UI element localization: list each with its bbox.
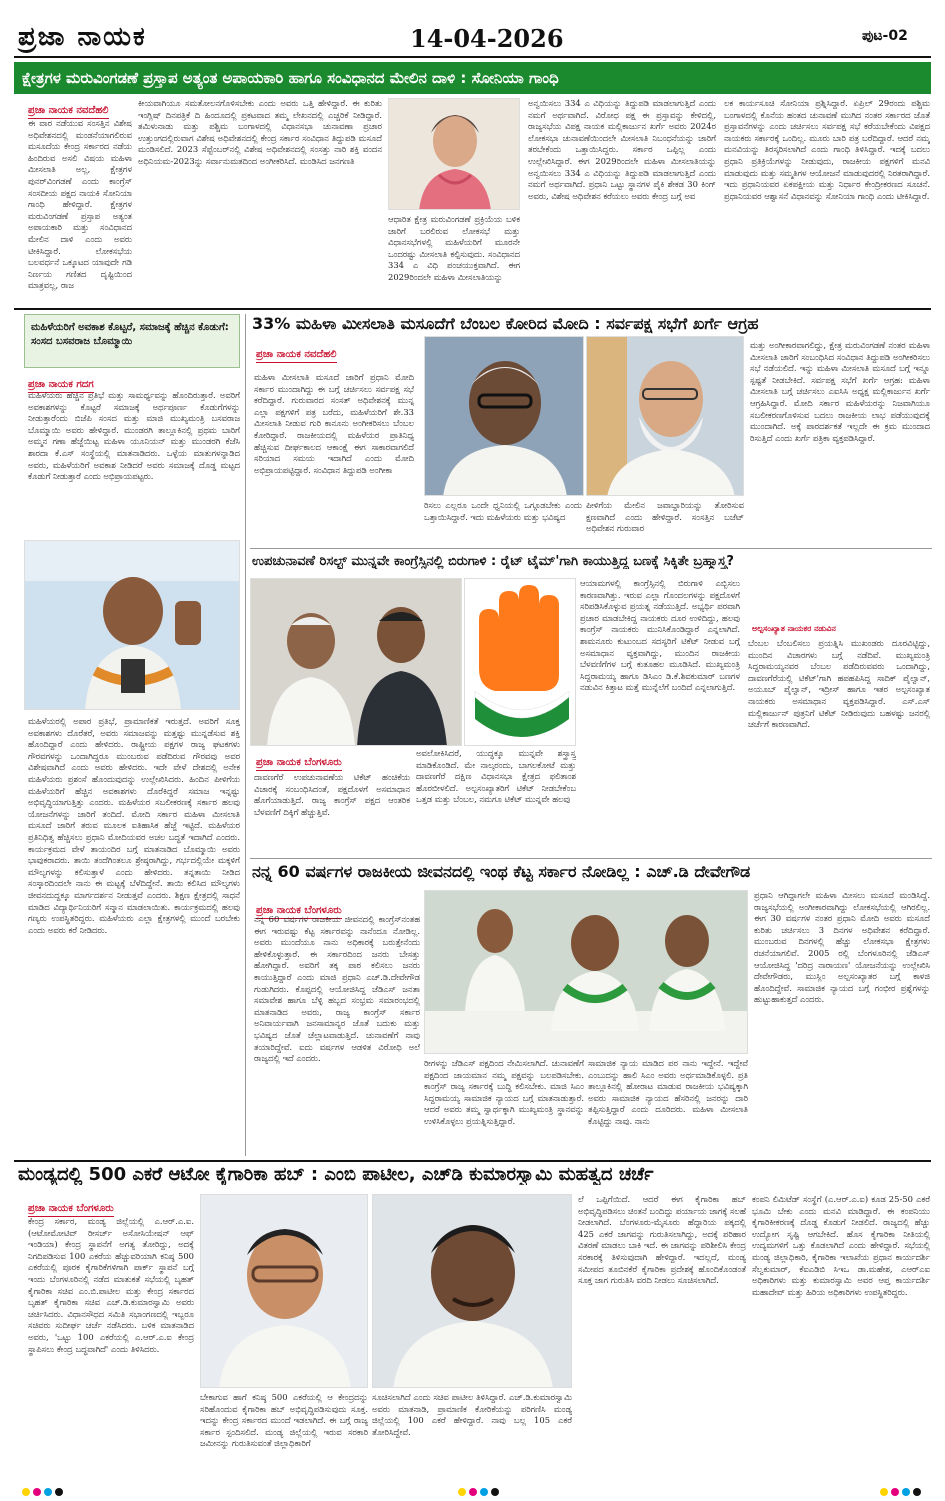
story4-col2: ರೀಗಳನ್ನು ಜೆಡಿಎಸ್ ಪಕ್ಷದಿಂದ ನೇಮಿಸಲಾಗಿದೆ. ಚುನಾವಣೆಗೆ ಪಕ್ಷದಿಂದ ಜಾಯಮಾನ ನಮ್ಮ ಪಕ್ಷವನ್ನು ಬಲಪಡಿಸಬೇಕು. ಕಾಂಗ್ರೆಸ್ ರಾಜ್ಯ ಸರ್ಕಾರಕ್ಕೆ ಬುದ್ಧಿ ಕಲಿಸಬೇಕು. ಮಾಜಿ ಸಿಎಂ ಸಿದ್ದರಾಮಯ್ಯ ಸಾಮಾಜಿಕ ನ್ಯಾಯದ ಬಗ್ಗೆ ಮಾತನಾಡುತ್ತಾರೆ. ಆದರೆ ಅವರು ತಮ್ಮ ಸ್ವಾರ್ಥಕ್ಕಾಗಿ ಮುಖ್ಯಮಂತ್ರಿ ಸ್ಥಾನವನ್ನು ಉಳಿಸಿಕೊಳ್ಳಲು ಪ್ರಯತ್ನಿಸುತ್ತಿದ್ದಾರೆ. — [424, 1058, 584, 1126]
bommai-portrait — [25, 541, 240, 710]
cyan-dot-icon — [44, 1488, 52, 1496]
story3-byline: ಪ್ರಜಾ ನಾಯಕ ಬೆಂಗಳೂರು — [256, 750, 342, 771]
story2-col4: ಮತ್ತು ಅಂಗೀಕಾರವಾಗಲಿದ್ದು, ಕ್ಷೇತ್ರ ಮರುವಿಂಗಡಣೆ ನಂತರ ಮಹಿಳಾ ಮೀಸಲಾತಿ ಜಾರಿಗೆ ಸಂಬಂಧಿಸಿದ ಸಂವಿಧಾನ ತಿದ್ದುಪಡಿ ಅಂಗೀಕರಿಸಲು ಸಭೆ ನಡೆಯಲಿದೆ. ಇನ್ನು ಮಹಿಳಾ ಮೀಸಲಾತಿ ಮಸೂದೆ ಬಗ್ಗೆ ಇನ್ನೂ ಸ್ಪಷ್ಟತೆ ನೀಡಬೇಕಿದೆ. ಸರ್ವಪಕ್ಷ ಸಭೆಗೆ ಖರ್ಗೆ ಆಗ್ರಹ: ಮಹಿಳಾ ಮೀಸಲಾತಿ ಬಗ್ಗೆ ಚರ್ಚಿಸಲು ಎಐಸಿಸಿ ಅಧ್ಯಕ್ಷ ಮಲ್ಲಿಕಾರ್ಜುನ ಖರ್ಗೆ ಆಗ್ರಹಿಸಿದ್ದಾರೆ. ಮೋದಿ ಸರ್ಕಾರ ಮಹಿಳೆಯರನ್ನು ನಿಜವಾಗಿಯೂ ಸಬಲೀಕರಣಗೊಳಿಸುವ ಬದಲು ರಾಜಕೀಯ ಲಾಭ ಪಡೆಯುವುದಕ್ಕೆ ಮುಂದಾಗಿದೆ. ಅಕ್ಕೆ ಪಾರದರ್ಶಕತೆ ಇಲ್ಲದೇ ಈ ಕ್ರಮ ಮುಂದಾದ ರಿಸುತ್ತಿದೆ ಎಂದು ಖರ್ಗೆ ಪತ್ರಿಕಾ ವ್ಯಕ್ತಪಡಿಸಿದ್ದಾರೆ. — [750, 340, 930, 443]
story1-col1: ಈ ವಾರ ನಡೆಯುವ ಸಂಸತ್ತಿನ ವಿಶೇಷ ಅಧಿವೇಶನದಲ್ಲಿ ಮಂಡನೆಯಾಗಲಿರುವ ಮಸೂದೆಯ ಕೇಂದ್ರ ಸರ್ಕಾರದ ನಡೆಯ ಹಿಂದಿರುವ ಅಸಲಿ ವಿಷಯ ಮಹಿಳಾ ಮೀಸಲಾತಿ ಅಲ್ಲ, ಕ್ಷೇತ್ರಗಳ ಪುನರ್‌ವಿಂಗಡಣೆ ಎಂದು ಕಾಂಗ್ರೆಸ್ ಸಂಸದೀಯ ಪಕ್ಷದ ನಾಯಕಿ ಸೋನಿಯಾ ಗಾಂಧಿ ಹೇಳಿದ್ದಾರೆ. ಕ್ಷೇತ್ರಗಳ ಮರುವಿಂಗಡಣೆ ಪ್ರಸ್ತಾಪ ಅತ್ಯಂತ ಅಪಾಯಕಾರಿ ಮತ್ತು ಸಂವಿಧಾನದ ಮೇಲಿನ ದಾಳಿ ಎಂದು ಅವರು ಟೀಕಿಸಿದ್ದಾರೆ. ಲೋಕಸಭೆಯ ಬಲವರ್ಧನೆ ಒಕ್ಕೂಟದ ಯಾವುದೇ ಗಡಿ ನಿರ್ಣಯ ಗಣಿತದ ದೃಷ್ಟಿಯಿಂದ ಮಾತ್ರವಲ್ಲ, ರಾಜ — [28, 118, 132, 291]
story4-byline: ಪ್ರಜಾ ನಾಯಕ ಬೆಂಗಳೂರು — [256, 898, 342, 919]
yellow-dot-icon — [880, 1488, 888, 1496]
kharge-portrait — [425, 337, 584, 496]
kumaraswamy-photo — [372, 1194, 572, 1388]
story1-col2: ಕೀಯವಾಗಿಯೂ ಸಮತೋಲನಗೊಳಿಸಬೇಕು ಎಂದು ಅವರು ಒತ್ತಿ ಹೇಳಿದ್ದಾರೆ. ಈ ಕುರಿತು ಇಂಗ್ಲಿಷ್ ದಿನಪತ್ರಿಕೆ ದಿ ಹಿಂದೂದಲ್ಲಿ ಪ್ರಕಟವಾದ ತಮ್ಮ ಲೇಖನದಲ್ಲಿ ಎಚ್ಚರಿಕೆ ನೀಡಿದ್ದಾರೆ. ತಮಿಳುನಾಡು ಮತ್ತು ಪಶ್ಚಿಮ ಬಂಗಾಳದಲ್ಲಿ ವಿಧಾನಸಭಾ ಚುನಾವಣಾ ಪ್ರಚಾರ ಉತ್ತುಂಗದಲ್ಲಿರುವಾಗ ವಿಶೇಷ ಅಧಿವೇಶನದಲ್ಲಿ ಕೇಂದ್ರ ಸರ್ಕಾರ ಸಂವಿಧಾನ ತಿದ್ದುಪಡಿ ಮಸೂದೆ ಮಂಡಿಸಲಿದೆ. 2023 ಸೆಪ್ಟೆಂಬರ್‌ನಲ್ಲಿ ವಿಶೇಷ ಅಧಿವೇಶನದಲ್ಲಿ ಸಂಸತ್ತು ನಾರಿ ಶಕ್ತಿ ವಂದನ ಅಧಿನಿಯಮ-2023ನ್ನು ಸರ್ವಾನುಮತದಿಂದ ಅಂಗೀಕರಿಸಿದೆ. ಮಂಡಿಸಿದ ಜನಗಣತಿ — [138, 98, 382, 166]
story5-col1: ಕೇಂದ್ರ ಸರ್ಕಾರ, ಮಂಡ್ಯ ಜಿಲ್ಲೆಯಲ್ಲಿ ಎ.ಆರ್.ಎ.ಐ. (ಆಟೋಮೋಟಿವ್ ರೀಸರ್ಚ್ ಅಸೋಸಿಯೇಷನ್ ಆಫ್ ಇಂಡಿಯಾ) ಕೇಂದ್ರ ಸ್ಥಾಪನೆಗೆ ಅಗತ್ಯ ತೋರಿದ್ದು, ಅದಕ್ಕೆ ನಿಗದಿಪಡಿಸುವ 100 ಎಕರೆಯ ಹೆಚ್ಚುವರಿಯಾಗಿ ಕನಿಷ್ಠ 500 ಎಕರೆಯಲ್ಲಿ ಪೂರಕ ಕೈಗಾರಿಕೆಗಳಿಗಾಗಿ ಪಾರ್ಕ್ ಸ್ಥಾಪನೆ ಬಗ್ಗೆ ಇಂದು ಬೆಂಗಳೂರಿನಲ್ಲಿ ನಡೆದ ಮಾತುಕತೆ ಸಭೆಯಲ್ಲಿ ಬೃಹತ್ ಕೈಗಾರಿಕಾ ಸಚಿವ ಎಂ.ಬಿ.ಪಾಟೀಲ ಮತ್ತು ಕೇಂದ್ರ ಸರ್ಕಾರದ ಬೃಹತ್ ಕೈಗಾರಿಕಾ ಸಚಿವ ಎಚ್.ಡಿ.ಕುಮಾರಸ್ವಾಮಿ ಅವರು ಚರ್ಚಿಸಿದರು. ವಿಧಾನಸೌಧದ ಸಮಿತಿ ಸಭಾಂಗಣದಲ್ಲಿ ಇಬ್ಬರೂ ಸಚಿವರು ಸುದೀರ್ಘ ಚರ್ಚೆ ನಡೆಸಿದರು. ಬಳಿಕ ಮಾತನಾಡಿದ ಅವರು, 'ಒಟ್ಟು 100 ಎಕರೆಯಲ್ಲಿ ಎ.ಆರ್.ಎ.ಐ ಕೇಂದ್ರ ಸ್ಥಾಪಿಸಲು ಕೇಂದ್ರ ಬದ್ಧವಾಗಿದೆ' ಎಂದು ತಿಳಿಸಿದರು. — [28, 1216, 194, 1354]
story1-col4: ಅನ್ವಯಿಸಲು 334 ಎ ವಿಧಿಯನ್ನು ತಿದ್ದುಪಡಿ ಮಾಡಲಾಗುತ್ತಿದೆ ಎಂದು ನಮಗೆ ಅರ್ಥವಾಗಿದೆ. ವಿರೋಧ ಪಕ್ಷ ಈ ಪ್ರಸ್ತಾವನ್ನು ಕೇಳಿದಲ್ಲಿ, ರಾಜ್ಯಸಭೆಯ ವಿಪಕ್ಷ ನಾಯಕ ಮಲ್ಲಿಕಾರ್ಜುನ ಖರ್ಗೆ ಅವರು 2024ರ ಲೋಕಸಭಾ ಚುನಾವಣೆಯಿಂದಲೇ ಮೀಸಲಾತಿ ನಿಬಂಧನೆಯನ್ನು ಜಾರಿಗೆ ತರಬೇಕೆಂದು ಒತ್ತಾಯಿಸಿದ್ದರು. ಸರ್ಕಾರ ಒಪ್ಪಿಲ್ಲ ಎಂದು ಉಲ್ಲೇಖಿಸಿದ್ದಾರೆ. ಈಗ 2029ರಿಂದಲೇ ಮಹಿಳಾ ಮೀಸಲಾತಿಯನ್ನು ಅನ್ವಯಿಸಲು 334 ಎ ವಿಧಿಯನ್ನು ತಿದ್ದುಪಡಿ ಮಾಡಲಾಗುತ್ತಿದೆ ಎಂದು ನಮಗೆ ಅರ್ಥವಾಗಿದೆ. ಪ್ರಧಾನಿ ಒಟ್ಟು ಸ್ಥಾನಗಳ ಪೈಕಿ ಶೇಕಡ 30 ಕಿಂಗ್ ಅವರು, ವಿಶೇಷ ಅಧಿವೇಶನ ಕರೆಯಲು ಅವರು ಕೇಂದ್ರ ಬಗ್ಗೆ ಅವ — [528, 98, 716, 201]
sidebar-byline: ಪ್ರಜಾ ನಾಯಕ ಗದಗ — [28, 372, 94, 393]
story2-byline: ಪ್ರಜಾ ನಾಯಕ ನವದೆಹಲಿ — [256, 342, 337, 363]
story5-col3: ಸೂಚಿಸಲಾಗಿದೆ ಎಂದು ಸಚಿವ ಪಾಟೀಲ ತಿಳಿಸಿದ್ದಾರೆ. ಎಚ್.ಡಿ.ಕುಮಾರಸ್ವಾಮಿ ಅವರು ಮಾತನಾಡಿ, ಪ್ರಾಮಾಣಿಕ ಕೋರಿಕೆಯನ್ನು ಪರಿಗಣಿಸಿ ಮಂಡ್ಯ ಜಿಲ್ಲೆಯಲ್ಲಿ 100 ಎಕರೆ ಹೇಳಿದ್ದಾರೆ. ನಾವು ಬಲ್ಲ 105 ಎಕರೆ ತೋರಿಸಿದ್ದೇವೆ. — [372, 1392, 572, 1437]
registration-marks-right — [880, 1488, 921, 1496]
story2-col1: ಮಹಿಳಾ ಮೀಸಲಾತಿ ಮಸೂದೆ ಜಾರಿಗೆ ಪ್ರಧಾನಿ ಮೋದಿ ಸರ್ಕಾರ ಮುಂದಾಗಿದ್ದು ಈ ಬಗ್ಗೆ ಚರ್ಚಿಸಲು ಸರ್ವಪಕ್ಷ ಸಭೆ ಕರೆದಿದ್ದಾರೆ. ಗುರುವಾರದ ಸಂಸತ್ ಅಧಿವೇಶನಕ್ಕೆ ಮುನ್ನ ಎಲ್ಲಾ ಪಕ್ಷಗಳಿಗೆ ಪತ್ರ ಬರೆದು, ಮಹಿಳೆಯರಿಗೆ ಶೇ.33 ಮೀಸಲಾತಿ ನೀಡುವ ಗುರಿ ಕಾನೂನು ಅಂಗೀಕರಿಸಲು ಬೆಂಬಲ ಕೋರಿದ್ದಾರೆ. ರಾಜಕೀಯದಲ್ಲಿ ಮಹಿಳೆಯರ ಪ್ರಾತಿನಿಧ್ಯ ಹೆಚ್ಚಿಸುವ ದೀರ್ಘಕಾಲದ ಆಕಾಂಕ್ಷೆ ಈಗ ಸಾಕಾರವಾಗಲಿದೆ ಸರಿಯಾದ ಸಮಯ ಇದಾಗಿದೆ ಎಂದು ಮೋದಿ ಅಭಿಪ್ರಾಯಪಟ್ಟಿದ್ದಾರೆ. ಸಂವಿಧಾನ ತಿದ್ದುಪಡಿ ಅಂಗೀಕಾ — [254, 372, 414, 475]
sidebar-bottom-text: ಮಹಿಳೆಯರಲ್ಲಿ ಅಪಾರ ಪ್ರತಿಭೆ, ಪ್ರಾಮಾಣಿಕತೆ ಇರುತ್ತದೆ. ಅವರಿಗೆ ಸೂಕ್ತ ಅವಕಾಶಗಳು ದೊರೆತರೆ, ಅವರು ಸಮಾಜವನ್ನು ಮತ್ತಷ್ಟು ಮುನ್ನಡೆಸುವ ಶಕ್ತಿ ಹೊಂದಿದ್ದಾರೆ ಎಂದು ಹೇಳಿದರು. ರಾಷ್ಟ್ರೀಯ ಪಕ್ಷಗಳ ರಾಜ್ಯ ಘಟಕಗಳು ಗೌರವಗಳನ್ನು ಒಂದಾಗಿದ್ದರೂ ಮುಂಬರುವ ಪಡೆದಿರುವ ಗೌರವವು ಅವರ ವಿಶೇಷವಾಗಿದೆ ಎಂದು ಅವರು ಹೇಳಿದರು. ಇದೇ ವೇಳೆ ದೇಶದಲ್ಲಿ ಅನೇಕ ಮಹಿಳೆಯರು ಪ್ರಶಂಸೆ ಹೊಂದುವುದನ್ನು ಉಲ್ಲೇಖಿಸಿದರು. ಹಿಂದಿನ ಪೀಳಿಗೆಯ ಮಹಿಳೆಯರಿಗೆ ಹೆಚ್ಚಿನ ಅವಕಾಶಗಳು ದೊರೆಕಿದ್ದರೆ ಸಮಾಜ ಇನ್ನಷ್ಟು ಅಭಿವೃದ್ಧಿಯಾಗುತ್ತಿತ್ತು ಎಂದರು. ಮಹಿಳೆಯರ ಸಬಲೀಕರಣಕ್ಕೆ ಸರ್ಕಾರ ಹಲವು ಯೋಜನೆಗಳನ್ನು ಜಾರಿಗೆ ತಂದಿದೆ. ಮೋದಿ ಸರ್ಕಾರ ಮಹಿಳಾ ಮೀಸಲಾತಿ ಮಸೂದೆ ಜಾರಿಗೆ ತರುವ ಮೂಲಕ ಐತಿಹಾಸಿಕ ಹೆಜ್ಜೆ ಇಟ್ಟಿದೆ. ಮಹಿಳೆಯರ ಪ್ರತಿನಿಧಿತ್ವ ಹೆಚ್ಚಿಸಲು ಪ್ರಧಾನಿ ಮೋದಿಯವರ ಅಚಲ ಬದ್ಧತೆ ಇದಾಗಿದೆ ಎಂದರು. ಕಾರ್ಯಕ್ರಮದ ವೇಳೆ ತಾಯಂದಿರ ಬಗ್ಗೆ ಮಾತನಾಡಿದ ಬೊಮ್ಮಾಯಿ ಅವರು ಭಾವುಕರಾದರು. ತಾಯಿ ತಂದೆಗಿಂತಲೂ ಶ್ರೇಷ್ಠರಾಗಿದ್ದು, ಗರ್ಭದಲ್ಲಿಯೇ ಮಕ್ಕಳಿಗೆ ಮೌಲ್ಯಗಳನ್ನು ಕಲಿಸುತ್ತಾಳೆ ಎಂದು ಹೇಳಿದರು. ತನ್ನತಾಯಿ ನೀಡಿದ ಸಂಸ್ಕಾರದಿಂದಲೇ ನಾನು ಈ ಮಟ್ಟಕ್ಕೆ ಬೆಳೆದಿದ್ದೇನೆ. ತಾಯಿ ಕಲಿಸಿದ ಮೌಲ್ಯಗಳು ಜೀವನದುದ್ದಕ್ಕೂ ಮಾರ್ಗದರ್ಶನ ನೀಡುತ್ತವೆ ಎಂದರು. ಶಿಕ್ಷಣ ಕ್ಷೇತ್ರದಲ್ಲಿ ಸಾಧನೆ ಮಾಡಿದ ವಿದ್ಯಾರ್ಥಿನಿಯರಿಗೆ ಸನ್ಮಾನ ಮಾಡಲಾಯಿತು. ಕಾರ್ಯಕ್ರಮದಲ್ಲಿ ಹಲವು ಗಣ್ಯರು ಉಪಸ್ಥಿತರಿದ್ದರು. ಮಹಿಳೆಯರು ಎಲ್ಲಾ ಕ್ಷೇತ್ರಗಳಲ್ಲಿ ಮುಂದೆ ಬರಬೇಕು ಎಂದು ಅವರು ಕರೆ ನೀಡಿದರು. — [28, 716, 240, 935]
story2-divider — [250, 548, 932, 549]
magenta-dot-icon — [891, 1488, 899, 1496]
kharge-photo — [424, 336, 584, 496]
siddaramaiah-shivakumar-photo — [251, 579, 462, 746]
masthead-title: ಪ್ರಜಾ ನಾಯಕ — [18, 22, 147, 52]
congress-leaders-photo — [250, 578, 462, 746]
hd-kumaraswamy-portrait — [373, 1195, 572, 1388]
sidebar-divider — [245, 314, 246, 1156]
modi-photo — [586, 336, 744, 496]
story5-byline: ಪ್ರಜಾ ನಾಯಕ ಬೆಂಗಳೂರು — [28, 1196, 114, 1217]
sidebar-headline: ಮಹಿಳೆಯರಿಗೆ ಅವಕಾಶ ಕೊಟ್ಟರೆ, ಸಮಾಜಕ್ಕೆ ಹೆಚ್ಚಿನ ಕೊಡುಗೆ: ಸಂಸದ ಬಸವರಾಜ ಬೊಮ್ಮಾಯಿ — [31, 322, 229, 347]
congress-hand-icon — [465, 579, 576, 746]
story3-under-photo: ಅವಲೋಕಿಸಿದರೆ, ಯುದ್ಧಕ್ಕೂ ಮುನ್ನವೇ ಶಸ್ತ್ರಾಸ್ತ್ರ ಮಾಡಿಕೊಂಡಿದೆ. ಮೇ ನಾಲ್ಕರಂದು, ಬಾಗಲಕೋಟೆ ಮತ್ತು ದಾವಣಗೆರೆ ದಕ್ಷಿಣ ವಿಧಾನಸಭಾ ಕ್ಷೇತ್ರದ ಫಲಿತಾಂಶ ಹೊರಬೀಳಲಿದೆ. ಅಲ್ಪಸಂಖ್ಯಾತರಿಗೆ ಟಿಕೆಟ್ ನೀಡಬೇಕೆಂಬ ಒತ್ತಡ ಮತ್ತು ಬೆಂಬಲ, ನಮಗೂ ಟಿಕೆಟ್ ಮುನ್ನವೇ ಹಲವು — [416, 748, 576, 805]
story1-headline: ಕ್ಷೇತ್ರಗಳ ಮರುವಿಂಗಡಣೆ ಪ್ರಸ್ತಾಪ ಅತ್ಯಂತ ಅಪಾಯಕಾರಿ ಹಾಗೂ ಸಂವಿಧಾನದ ಮೇಲಿನ ದಾಳಿ : ಸೋನಿಯಾ ಗಾಂಧಿ — [14, 62, 931, 94]
story3-headline: ಉಪಚುನಾವಣೆ ರಿಸಲ್ಟ್ ಮುನ್ನವೇ ಕಾಂಗ್ರೆಸ್ಸಿನಲ್ಲಿ ಬಿರುಗಾಳಿ : ರೈಟ್ ಟೈಮ್'ಗಾಗಿ ಕಾಯುತ್ತಿದ್ದ ಬಣಕ್ಕೆ ಸಿಕ್ಕಿತೇ ಬ್ರಹ್ಮಾಸ್ತ್ರ? — [252, 554, 734, 569]
congress-hand-symbol — [464, 578, 576, 746]
story2-col2: ರಿಸಲು ಎಲ್ಲರೂ ಒಂದೇ ಧ್ವನಿಯಲ್ಲಿ ಒಗ್ಗೂಡಬೇಕು ಎಂದು ಒತ್ತಾಯಿಸಿದ್ದಾರೆ. ಇದು ಮಹಿಳೆಯರು ಮತ್ತು ಭವಿಷ್ಯದ — [424, 500, 582, 522]
story5-col2: ಬೇಕಾಗುವ ಹಾಗೆ ಕನಿಷ್ಠ 500 ಎಕರೆಯಲ್ಲಿ ಆ ಕೇಂದ್ರದನ್ನು ಸರಿಹೊಂದುವ ಕೈಗಾರಿಕಾ ಹಬ್ ಅಭಿವೃದ್ಧಿಪಡಿಸುವುದು ಸೂಕ್ತ. ಇದನ್ನು ಕೇಂದ್ರ ಸರ್ಕಾರದ ಮುಂದೆ ಇಡಲಾಗಿದೆ. ಈ ಬಗ್ಗೆ ರಾಜ್ಯ ಸರ್ಕಾರ ಸ್ಪಂದಿಸಲಿದೆ. ಮಂಡ್ಯ ಜಿಲ್ಲೆಯಲ್ಲಿ ಇರುವ ಸರಕಾರಿ ಜಮೀನನ್ನು ಗುರುತಿಸುವಂತೆ ಜಿಲ್ಲಾಧಿಕಾರಿಗೆ — [200, 1392, 368, 1449]
story4-headline: ನನ್ನ 60 ವರ್ಷಗಳ ರಾಜಕೀಯ ಜೀವನದಲ್ಲಿ ಇಂಥ ಕೆಟ್ಟ ಸರ್ಕಾರ ನೋಡಿಲ್ಲ : ಎಚ್.ಡಿ ದೇವೇಗೌಡ — [252, 862, 751, 881]
story4-col4: ಪ್ರಧಾನಿ ಆಗಿದ್ದಾಗಲೇ ಮಹಿಳಾ ಮೀಸಲು ಮಸೂದೆ ಮಂಡಿಸಿದ್ದೆ. ರಾಜ್ಯಸಭೆಯಲ್ಲಿ ಅಂಗೀಕಾರವಾಗಿದ್ದು ಲೋಕಸಭೆಯಲ್ಲಿ ಆಗಿರಲಿಲ್ಲ. ಈಗ 30 ವರ್ಷಗಳ ನಂತರ ಪ್ರಧಾನಿ ಮೋದಿ ಅವರು ಮಸೂದೆ ಕುರಿತು ಚರ್ಚಿಸಲು 3 ದಿನಗಳ ಅಧಿವೇಶನ ಕರೆದಿದ್ದಾರೆ. ಮುಂಬರುವ ದಿನಗಳಲ್ಲಿ ಹೆಚ್ಚು ಲೋಕಸಭಾ ಕ್ಷೇತ್ರಗಳು ರಚನೆಯಾಗಲಿವೆ. 2005 ರಲ್ಲಿ ಬೆಂಗಳೂರಿನಲ್ಲಿ ಜೆಡಿಎಸ್ ಆಯೋಜಿಸಿದ್ದ 'ದರಿದ್ರ ನಾರಾಯಣ' ಯೋಜನೆಯನ್ನು ಉಲ್ಲೇಖಿಸಿ ದೇವೇಗೌಡರು, ಮುಸ್ಲಿಂ ಅಲ್ಪಸಂಖ್ಯಾತರ ಬಗ್ಗೆ ಕಾಳಜಿ ಹೊಂದಿದ್ದೇವೆ. ಸಾಮಾಜಿಕ ನ್ಯಾಯದ ಬಗ್ಗೆ ಗಂಭೀರ ಪ್ರಶ್ನೆಗಳನ್ನು ಹುಟ್ಟುಹಾಕುತ್ತದೆ ಎಂದರು. — [754, 890, 930, 1005]
yellow-dot-icon — [22, 1488, 30, 1496]
black-dot-icon — [491, 1488, 499, 1496]
magenta-dot-icon — [33, 1488, 41, 1496]
story5-col4: ಲೆ ಒಪ್ಪಿಗೆಯಿದೆ. ಆದರೆ ಈಗ ಕೈಗಾರಿಕಾ ಹಬ್ ಅಭಿವೃದ್ಧಿಪಡಿಸಲು ಚಿಂತನೆ ಬಂದಿದ್ದು ಪರ್ಯಾಯ ಜಾಗಕ್ಕೆ ಸಲಹೆ ನೀಡಲಾಗಿದೆ. ಬೆಂಗಳೂರು-ಮೈಸೂರು ಹೆದ್ದಾರಿಯ ಪಕ್ಕದಲ್ಲಿ 425 ಎಕರೆ ಜಾಗವನ್ನು ಗುರುತಿಸಲಾಗಿದ್ದು, ಅದಕ್ಕೆ ಪರಿಹಾರ ವಿತರಣೆ ಮಾಡಲು ಬಾಕಿ ಇದೆ. ಈ ಜಾಗವನ್ನು ಪರಿಶೀಲಿಸಿ ಕೇಂದ್ರ ಸರಕಾರಕ್ಕೆ ತಿಳಿಸುವುದಾಗಿ ಹೇಳಿದ್ದಾರೆ. ಇದಲ್ಲದೆ, ಮಂಡ್ಯ ಸಮೀಪದ ತೂಬಿನಕೆರೆ ಕೈಗಾರಿಕಾ ಪ್ರದೇಶಕ್ಕೆ ಹೊಂದಿಕೊಂಡಂತೆ ಸೂಕ್ತ ಜಾಗ ಗುರುತಿಸಿ ವರದಿ ನೀಡಲು ಸೂಚಿಸಲಾಗಿದೆ. — [578, 1194, 746, 1286]
story4-col1: ನನ್ನ 60 ವರ್ಷಗಳ ರಾಜಕೀಯ ಜೀವನದಲ್ಲಿ ಕಾಂಗ್ರೆಸ್‌ನಂತಹ ಈಗ ಇರುವಷ್ಟು ಕೆಟ್ಟ ಸರ್ಕಾರವನ್ನು ನಾನೆಂದೂ ನೋಡಿಲ್ಲ. ಅವರು ಮುಂದೆಯೂ ನಾನು ಅಧಿಕಾರಕ್ಕೆ ಬರುತ್ತೇನೆಂದು ಹೇಳಿಕೊಳ್ಳುತ್ತಾರೆ. ಈ ಸರ್ಕಾರದಿಂದ ಜನರು ಬೇಸತ್ತು ಹೋಗಿದ್ದಾರೆ. ಅವರಿಗೆ ತಕ್ಕ ಪಾಠ ಕಲಿಸಲು ಜನರು ಕಾಯುತ್ತಿದ್ದಾರೆ ಎಂದು ಮಾಜಿ ಪ್ರಧಾನಿ ಎಚ್.ಡಿ.ದೇವೇಗೌಡ ಗುಡುಗಿದರು. ಕೊಪ್ಪದಲ್ಲಿ ಆಯೋಜಿಸಿದ್ದ ಜೆಡಿಎಸ್ ಜನತಾ ಸಮಾವೇಶ ಹಾಗೂ ಬೆಳ್ಳಿ ಹಬ್ಬದ ಸಂಭ್ರಮ ಸಮಾರಂಭದಲ್ಲಿ ಮಾತನಾಡಿದ ಅವರು, ರಾಜ್ಯ ಕಾಂಗ್ರೆಸ್ ಸರ್ಕಾರ ಅನಿವಾರ್ಯವಾಗಿ ಜನಸಾಮಾನ್ಯರ ಜೊತೆ ಬದುಕು ಮತ್ತು ಭವಿಷ್ಯದ ಜೊತೆ ಚೆಲ್ಲಾಟವಾಡುತ್ತಿದೆ. ಚುನಾವಣೆಗೆ ನಾವು ತಯಾರಿದ್ದೇವೆ. ಐದು ವರ್ಷಗಳ ಆಡಳಿತ ವಿರೋಧಿ ಅಲೆ ರಾಜ್ಯದಲ್ಲಿ ಇದೆ ಎಂದರು. — [254, 914, 420, 1064]
story1-byline: ಪ್ರಜಾ ನಾಯಕ ನವದೆಹಲಿ — [28, 98, 109, 119]
devegowda-kumaraswamy-stage-photo — [425, 891, 748, 1054]
story5-headline: ಮಂಡ್ಯದಲ್ಲಿ 500 ಎಕರೆ ಆಟೋ ಕೈಗಾರಿಕಾ ಹಬ್ : ಎಂಬಿ ಪಾಟೀಲ, ಎಚ್‌ಡಿ ಕುಮಾರಸ್ವಾಮಿ ಮಹತ್ವದ ಚರ್ಚೆ — [18, 1164, 654, 1185]
sidebar-headline-box — [24, 314, 240, 368]
story1-photo — [388, 98, 520, 210]
story3-col-c: ಬೆಂಬಲ ಬೆಂಬಲಿಸಲು ಪ್ರಯತ್ನಿಸಿ ಮುಖಂಡರು ದೂರವಿಟ್ಟಿದ್ದು, ಮುಂದಿನ ವಿಚಾರಗಳು ಬಗ್ಗೆ ನಡೆದಿವೆ. ಮುಖ್ಯಮಂತ್ರಿ ಸಿದ್ದರಾಮಯ್ಯನವರ ಬೆಂಬಲ ಪಡೆದಿರುವವರು ಒಂದಾಗಿದ್ದು, ದಾವಣಗೆರೆಯಲ್ಲಿ ಟಿಕೆಟ್'ಗಾಗಿ ಹಪಹಪಿಸಿದ್ದ ಸಾದಿಕ್ ಪೈಲ್ವಾನ್, ಅಯೂಬ್ ಪೈಲ್ವಾನ್, ಇದ್ರೀಸ್ ಹಾಗೂ ಇತರ ಅಲ್ಪಸಂಖ್ಯಾತ ನಾಯಕರು ಅಸಮಾಧಾನ ವ್ಯಕ್ತಪಡಿಸಿದ್ದಾರೆ. ಎಸ್.ಎಸ್ ಮಲ್ಲಿಕಾರ್ಜುನ್ ಪುತ್ರನಿಗೆ ಟಿಕೆಟ್ ನೀಡಿರುವುದು ಬಹಳಷ್ಟು ಜನರಲ್ಲಿ ಚರ್ಚೆಗೆ ಕಾರಣವಾಗಿದೆ. — [748, 638, 930, 730]
story3-divider — [250, 858, 932, 859]
mb-patil-photo — [200, 1194, 368, 1388]
black-dot-icon — [913, 1488, 921, 1496]
bottom-section-divider — [14, 1160, 931, 1162]
story2-headline: 33% ಮಹಿಳಾ ಮೀಸಲಾತಿ ಮಸೂದೆಗೆ ಬೆಂಬಲ ಕೋರಿದ ಮೋದಿ : ಸರ್ವಪಕ್ಷ ಸಭೆಗೆ ಖರ್ಗೆ ಆಗ್ರಹ — [252, 314, 759, 333]
section-divider — [14, 308, 931, 310]
story3-col-a: ದಾವಣಗೆರೆ ಉಪಚುನಾವಣೆಯ ಟಿಕೆಟ್ ಹಂಚಿಕೆಯ ವಿಚಾರಕ್ಕೆ ಸಂಬಂಧಿಸಿದಂತೆ, ಪಕ್ಷದೊಳಗೆ ಅಸಮಾಧಾನ ಹೊಗೆಯಾಡುತ್ತಿದೆ. ರಾಜ್ಯ ಕಾಂಗ್ರೆಸ್ ಪಕ್ಷದ ಆಂತರಿಕ ಬೆಳವಣಿಗೆ ದಿಕ್ಕಿಗೆ ಹೆಚ್ಚುತ್ತಿವೆ. — [254, 772, 410, 817]
story4-col3: ಸಾಮಾಜಿಕ ನ್ಯಾಯ ಮಾಡಿದ ಪರ ನಾನು ಇದ್ದೇನೆ. ಇದ್ದೇವೆ ಎಂಬುದನ್ನು ಹಾಲಿ ಸಿಎಂ ಅವರು ಅರ್ಥಮಾಡಿಕೊಳ್ಳಲಿ. ಪ್ರತಿ ತಾಲ್ಲೂಕಿನಲ್ಲಿ ಹೋರಾಟ ಮಾಡುವ ರಾಜಕೀಯ ಭವಿಷ್ಯಕ್ಕಾಗಿ ಅವರು ಸಾಮಾಜಿಕ ನ್ಯಾಯದ ಹೆಸರಿನಲ್ಲಿ ಜನರನ್ನು ದಾರಿ ತಪ್ಪಿಸುತ್ತಿದ್ದಾರೆ ಎಂದು ದೂರಿದರು. ಮಹಿಳಾ ಮೀಸಲಾತಿ ಕೊಟ್ಟಿದ್ದು ನಾವು. ನಾನು — [588, 1058, 748, 1126]
story3-col-c-top — [748, 578, 930, 620]
registration-marks-center — [458, 1488, 499, 1496]
masthead-date: 14-04-2026 — [410, 24, 564, 53]
cyan-dot-icon — [902, 1488, 910, 1496]
bommai-photo — [24, 540, 240, 710]
yellow-dot-icon — [458, 1488, 466, 1496]
sidebar-top-text: ಮಹಿಳೆಯರು ಹೆಚ್ಚಿನ ಪ್ರತಿಭೆ ಮತ್ತು ಸಾಮರ್ಥ್ಯವನ್ನು ಹೊಂದಿರುತ್ತಾರೆ. ಅವರಿಗೆ ಅವಕಾಶಗಳನ್ನು ಕೊಟ್ಟರೆ ಸಮಾಜಕ್ಕೆ ಅರ್ಥಪೂರ್ಣ ಕೊಡುಗೆಗಳನ್ನು ನೀಡುತ್ತಾರೆಂದು ಬಿಜೆಪಿ ಸಂಸದ ಮತ್ತು ಮಾಜಿ ಮುಖ್ಯಮಂತ್ರಿ ಬಸವರಾಜ ಬೊಮ್ಮಾಯಿ ಅವರು ಹೇಳಿದ್ದಾರೆ. ಮುಂಡರಗಿ ತಾಲ್ಲೂಕಿನಲ್ಲಿ ಪ್ರಥಮ ಬಾರಿಗೆ ಅಮ್ಮನ ಗಣಾ ಹೆಜ್ಜೆಯಿಟ್ಟ ಮಹಿಳಾ ಯೂನಿಯನ್ ಮತ್ತು ಮುಂಡರಗಿ ಕೆಜೆಸಿ ಶಾರದಾ ಕೆ.ಎಸ್ ಸಂಸ್ಥೆಯಲ್ಲಿ ಮಾತನಾಡಿದರು. ಒಳ್ಳೆಯ ಮಾತುಗಳನ್ನಾಡಿದ ಅವರು, ಮಹಿಳೆಯರಿಗೆ ಅವಕಾಶ ನೀಡಿದರೆ ಅವರು ಸಮಾಜಕ್ಕೆ ದೊಡ್ಡ ಮಟ್ಟದ ಕೊಡುಗೆ ನೀಡುತ್ತಾರೆ ಎಂದು ಅಭಿಪ್ರಾಯಪಟ್ಟರು. — [28, 390, 240, 482]
black-dot-icon — [55, 1488, 63, 1496]
sonia-gandhi-portrait — [389, 99, 520, 210]
story1-col5: ಲಕ ಕಾರ್ಯಸೂಚಿ ಸೋನಿಯಾ ಪ್ರಶ್ನಿಸಿದ್ದಾರೆ. ಏಪ್ರಿಲ್ 29ರಂದು ಪಶ್ಚಿಮ ಬಂಗಾಳದಲ್ಲಿ ಕೊನೆಯ ಹಂತದ ಚುನಾವಣೆ ಮುಗಿದ ನಂತರ ಸರ್ಕಾರದ ಜೊತೆ ಪ್ರಸ್ತಾವನೆಗಳನ್ನು ಎಂದು ಚರ್ಚಿಸಲು ಸರ್ವಪಕ್ಷ ಸಭೆ ಕರೆಯಬೇಕೆಂದು ವಿಪಕ್ಷದ ನಾಯಕರು ಸರ್ಕಾರಕ್ಕೆ ಒಂದಿಲ್ಲ. ಮೂರು ಬಾರಿ ಪತ್ರ ಬರೆದಿದ್ದಾರೆ. ಆದರೆ ನಮ್ಮ ಮನವಿಯನ್ನು ತಿರಸ್ಕರಿಸಲಾಗಿದೆ ಎಂದು ಗಾಂಧಿ ತಿಳಿಸಿದ್ದಾರೆ. ಇದಕ್ಕೆ ಬದಲು ಪ್ರಧಾನಿ ಪ್ರತಿಕ್ರಿಯೆಗಳನ್ನು ನೀಡುವುದು, ರಾಜಕೀಯ ಪಕ್ಷಗಳಿಗೆ ಮನವಿ ಮಾಡುವುದು ಮತ್ತು ಸಮ್ಮತಿಗಳ ಆಯೋಜನೆ ಮಾಡುವುದರಲ್ಲಿ ನಿರತರಾಗಿದ್ದಾರೆ. ಇದು ಪ್ರಧಾನಿಯವರ ಏಕಪಕ್ಷೀಯ ಮತ್ತು ನಿರ್ಧಾರ ಕೇಂದ್ರೀಕರಣದ ಸೂಚನೆ. ಪ್ರಧಾನಿಯವರ ಆಶ್ವಾಸನೆ ವಿಧಾನವನ್ನು ಸೋನಿಯಾ ಗಾಂಧಿ ಎಂದು ಟೀಕಿಸಿದ್ದಾರೆ. — [724, 98, 930, 201]
cyan-dot-icon — [480, 1488, 488, 1496]
registration-marks-left — [22, 1488, 63, 1496]
story1-col3: ಆಧಾರಿತ ಕ್ಷೇತ್ರ ಮರುವಿಂಗಡಣೆ ಪ್ರಕ್ರಿಯೆಯ ಬಳಿಕ ಜಾರಿಗೆ ಬರಲಿರುವ ಲೋಕಸಭೆ ಮತ್ತು ವಿಧಾನಸಭೆಗಳಲ್ಲಿ ಮಹಿಳೆಯರಿಗೆ ಮೂರನೇ ಒಂದರಷ್ಟು ಮೀಸಲಾತಿ ಕಲ್ಪಿಸುವುದು. ಸಂವಿಧಾನದ 334 ಎ ವಿಧಿ ಪಂಚಯುಕ್ತವಾಗಿದೆ. ಈಗ 2029ರಿಂದಲೇ ಮಹಿಳಾ ಮೀಸಲಾತಿಯನ್ನು — [388, 214, 520, 282]
story3-subhead: ಅಲ್ಪಸಂಖ್ಯಾತ ನಾಯಕರ ನಡುವಿನ — [752, 624, 836, 633]
story3-col-b: ಆಯಾಮಗಳಲ್ಲಿ ಕಾಂಗ್ರೆಸ್ಸಿನಲ್ಲಿ ಬಿರುಗಾಳಿ ಎಬ್ಬಿಸಲು ಕಾರಣವಾಗಿತ್ತು. ಇರುವ ಎಲ್ಲಾ ಗೊಂದಲಗಳನ್ನು ಪಕ್ಷದೊಳಗೆ ಸರಿಪಡಿಸಿಕೊಳ್ಳುವ ಪ್ರಯತ್ನ ನಡೆಯುತ್ತಿದೆ. ಅಭ್ಯರ್ಥಿ ಪರವಾಗಿ ಪ್ರಚಾರ ಮಾಡಬೇಕಿದ್ದ ನಾಯಕರು ದೂರ ಉಳಿದಿದ್ದು, ಹಲವು ಕಾಂಗ್ರೆಸ್ ನಾಯಕರು ಮುನಿಸಿಕೊಂಡಿದ್ದಾರೆ ಎನ್ನಲಾಗಿದೆ. ಶಾಮನೂರು ಕುಟುಂಬದ ಸದಸ್ಯರಿಗೆ ಟಿಕೆಟ್ ನೀಡುವ ಬಗ್ಗೆ ಅಸಮಾಧಾನ ವ್ಯಕ್ತವಾಗಿದ್ದು, ಮುಂದಿನ ರಾಜಕೀಯ ಬೆಳವಣಿಗೆಗಳ ಬಗ್ಗೆ ಕುತೂಹಲ ಮೂಡಿಸಿದೆ. ಮುಖ್ಯಮಂತ್ರಿ ಸಿದ್ದರಾಮಯ್ಯ ಹಾಗೂ ಡಿಸಿಎಂ ಡಿ.ಕೆ.ಶಿವಕುಮಾರ್ ಬಣಗಳ ನಡುವಿನ ಕಿತ್ತಾಟ ಮತ್ತೆ ಮುನ್ನೆಲೆಗೆ ಬಂದಿದೆ ಎನ್ನಲಾಗುತ್ತಿದೆ. — [580, 578, 740, 693]
masthead-rule — [14, 56, 931, 58]
page-number: ಪುಟ-02 — [862, 28, 908, 44]
story5-col5: ಕಂಪನಿ ಲಿಮಿಟೆಡ್ ಸಂಸ್ಥೆಗೆ (ಎ.ಆರ್.ಎ.ಐ) ಕೂಡ 25-50 ಎಕರೆ ಭೂಮಿ ಬೇಕು ಎಂದು ಮನವಿ ಮಾಡಿದ್ದಾರೆ. ಈ ಕಂಪನಿಯು ಕೈಗಾರಿಕೀಕರಣಕ್ಕೆ ದೊಡ್ಡ ಕೊಡುಗೆ ನೀಡಲಿದೆ. ರಾಜ್ಯದಲ್ಲಿ ಹೆಚ್ಚು ಉದ್ಯೋಗ ಸೃಷ್ಟಿ ಆಗಬೇಕಿದೆ. ಹೊಸ ಕೈಗಾರಿಕಾ ನೀತಿಯಲ್ಲಿ ಉದ್ಯಮಗಳಿಗೆ ಒತ್ತು ಕೊಡಲಾಗಿದೆ ಎಂದು ಹೇಳಿದ್ದಾರೆ. ಸಭೆಯಲ್ಲಿ ಮಂಡ್ಯ ಜಿಲ್ಲಾಧಿಕಾರಿ, ಕೈಗಾರಿಕಾ ಇಲಾಖೆಯ ಪ್ರಧಾನ ಕಾರ್ಯದರ್ಶಿ ಸೆಲ್ವಕುಮಾರ್, ಕೆಐಎಡಿಬಿ ಸಿಇಒ ಡಾ.ಮಹೇಶ, ಎಆರ್‌ಎಐ ಅಧಿಕಾರಿಗಳು ಮತ್ತು ಕುಮಾರಸ್ವಾಮಿ ಅವರ ಆಪ್ತ ಕಾರ್ಯದರ್ಶಿ ಮಹಾದೇವ್ ಮತ್ತು ಹಿರಿಯ ಅಧಿಕಾರಿಗಳು ಉಪಸ್ಥಿತರಿದ್ದರು. — [752, 1194, 930, 1297]
mb-patil-portrait — [201, 1195, 368, 1388]
magenta-dot-icon — [469, 1488, 477, 1496]
devegowda-photo — [424, 890, 748, 1054]
modi-portrait — [587, 337, 744, 496]
story2-col3: ಪೀಳಿಗೆಯ ಮೇಲಿನ ಜವಾಬ್ದಾರಿಯನ್ನು ತೋರಿಸುವ ಕ್ಷಣವಾಗಿದೆ ಎಂದು ಹೇಳಿದ್ದಾರೆ. ಸಂಸತ್ತಿನ ಬಜೆಟ್ ಅಧಿವೇಶನ ಗುರುವಾರ — [586, 500, 744, 534]
